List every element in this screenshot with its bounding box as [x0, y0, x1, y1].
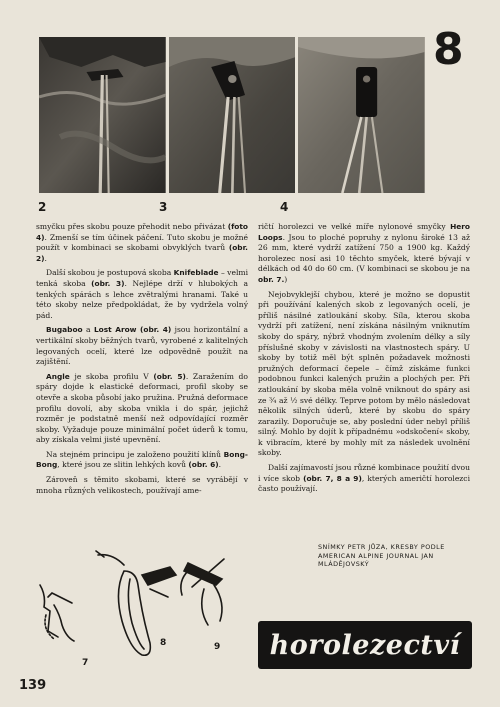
- photo-knifeblade-piton: [39, 37, 166, 193]
- photo-lost-arrow-piton: [169, 37, 296, 193]
- section-logo: [258, 621, 472, 669]
- paragraph: Bugaboo a Lost Arow (obr. 4) jsou horizontální a vertikální skoby běžných tvarů, vyrobené z kalitelných legovaných ocelí, které lze odpovědně použít na zajištění.: [36, 325, 249, 367]
- photo-strip: [39, 37, 425, 193]
- paragraph: ričtí horolezci ve velké míře nylonové smyčky Hero Loops. Jsou to ploché popruhy z nylonu široké 13 až 26 mm, které vydrží zatížení 750 a 1900 kg. Každý horolezec nosí asi 10 těchto smyček, které bývají v délkách od 40 do 60 cm. (V kombinaci se skobou je na obr. 7.): [258, 222, 470, 284]
- text-column-left: [36, 222, 248, 500]
- photo-label-3: 3: [159, 200, 168, 214]
- illustration-label-9: 9: [214, 642, 221, 652]
- illustration-label-8: 8: [160, 638, 167, 648]
- photo-credit: SNÍMKY PETR JŮZA, KRESBY PODLE AMERICAN ALPINE JOURNAL JAN MLÁDĚJOVSKÝ: [318, 543, 445, 569]
- photo-carabiner-piton: [298, 37, 425, 193]
- paragraph: Další zajímavostí jsou různé kombinace použití dvou i více skob (obr. 7, 8 a 9), kterých američtí horolezci často používají.: [258, 463, 470, 494]
- illustration-8: [118, 571, 150, 655]
- illustration-label-7: 7: [82, 658, 89, 668]
- illustration-7: [40, 585, 58, 637]
- chapter-number: 8: [433, 24, 464, 75]
- photo-label-2: 2: [38, 200, 47, 214]
- text-column-right: [258, 222, 470, 499]
- page-number: 139: [19, 678, 47, 693]
- paragraph: Na stejném principu je založeno použití klínů Bong-Bong, které jsou ze slitin lehkých kovů (obr. 6).: [36, 449, 248, 470]
- paragraph: Další skobou je postupová skoba Knifeblade – velmi tenká skoba (obr. 3). Nejlépe drží v hlubokých a tenkých spárách s lehce zvětralými hranami. Také u této skoby nelze předpokládat, že by vydržela volný pád.: [36, 268, 249, 320]
- paragraph: smyčku přes skobu pouze přehodit nebo přivázat (foto 4). Zmenší se tím účinek páčení. Tuto skobu je možné použít v kombinaci se skobami obvyklých tvarů (obr. 2).: [36, 222, 248, 263]
- section-logo-text: horolezectví: [269, 629, 461, 661]
- photo-label-4: 4: [280, 200, 289, 214]
- paragraph: Angle je skoba profilu V (obr. 5). Zaražením do spáry dojde k elastické deformaci, profil skoby se otevře a skoba působí jako pružina. Pružná deformace profilu dovolí, aby skoba vnikla i do spár, jejichž rozměr je podstatně menší než odpovídající rozměr skoby. Vyžaduje pouze minimální počet úderů k tomu, aby získala velmi jisté upevnění.: [36, 371, 248, 445]
- paragraph: Zároveň s těmito skobami, které se vyrábějí v mnoha různých velikostech, používají ame-: [36, 475, 248, 495]
- paragraph: Nejobvyklejší chybou, které je možno se dopustit při používání kalených skob z legovaných ocelí, je příliš násilné zatloukání skoby. Síla, kterou skoba vydrží při zatížení, není získána násilným vniknutím skoby do spáry, nýbrž vhodným zvolením délky a síly příslušné skoby v závislosti na vlastnostech spáry. U skoby by totiž měl být splněn požadavek možnosti pružných deformací čepele – čímž získáme funkci podobnou funkci kalených pružin a plochých per. Při zatloukání by skoba měla volně vniknout do spáry asi ze ¾ až ½ své délky. Teprve potom by mělo následovat několik silných úderů, které by skobu do spáry zarazily. Doporučuje se, aby poslední úder nebyl příliš silný. Mohlo by dojít k případnému »odskočení« skoby, k vibracím, které by mohly mít za následek uvolnění skoby.: [258, 289, 470, 458]
- piton-illustrations: [38, 545, 253, 673]
